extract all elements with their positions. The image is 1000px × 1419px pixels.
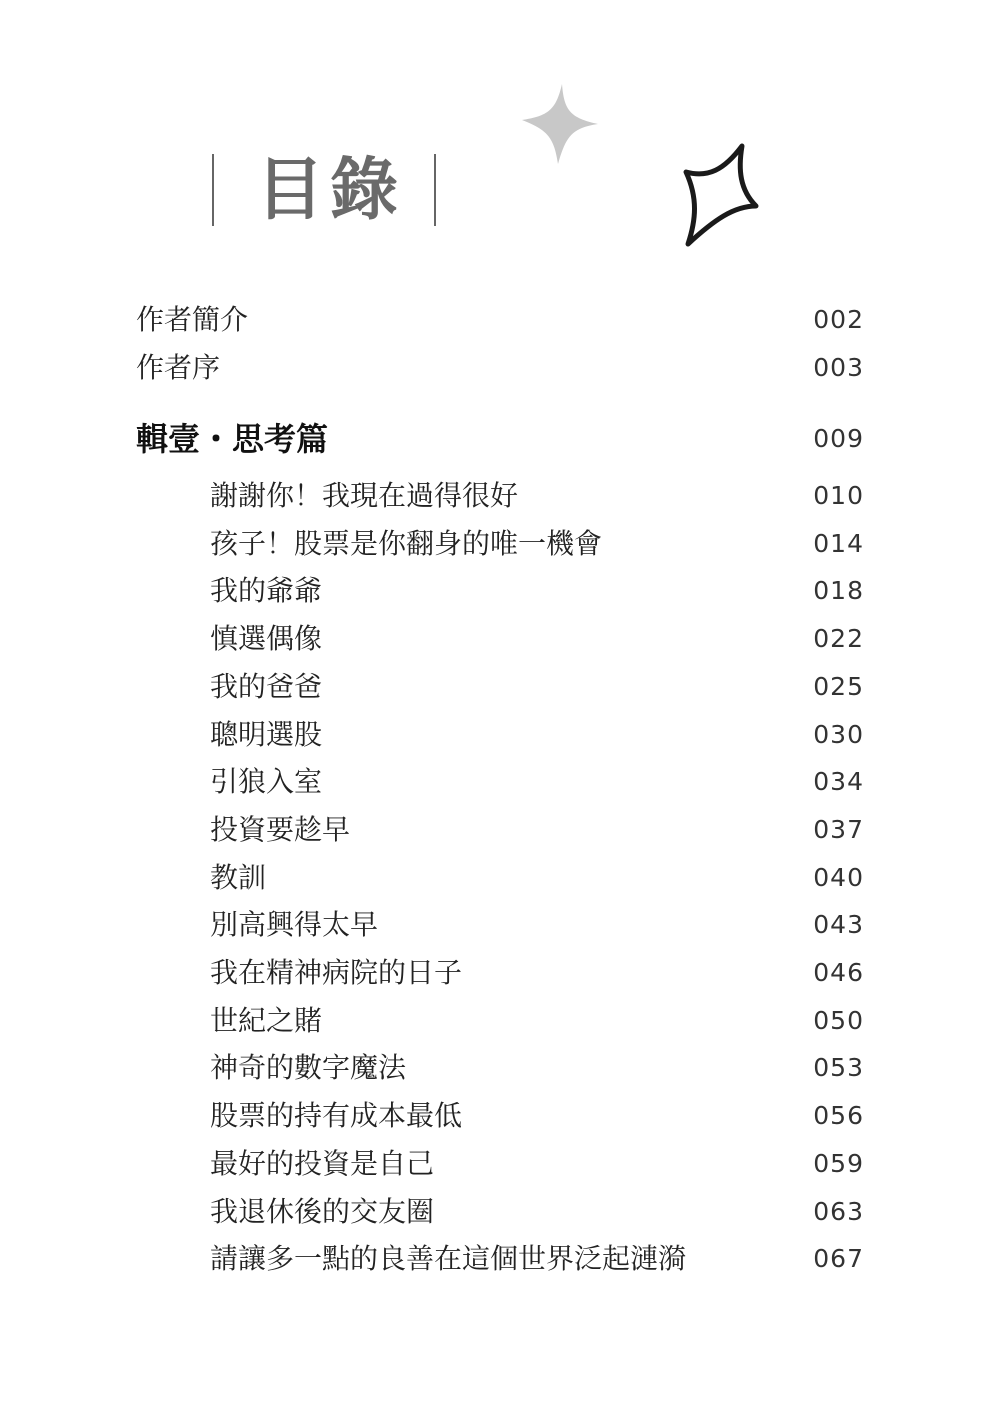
page-title: 目錄 [256, 150, 405, 230]
page-number: 025 [813, 671, 864, 701]
entry-title: 我的爺爺 [210, 574, 323, 608]
page-number: 059 [813, 1148, 864, 1178]
entry-title: 別高興得太早 [210, 908, 379, 942]
entry-title: 世紀之賭 [210, 1003, 323, 1037]
entry-title: 輯壹・思考篇 [136, 420, 329, 458]
entry-title: 神奇的數字魔法 [210, 1051, 407, 1085]
page-number: 014 [813, 528, 864, 558]
chapter-entry [0, 665, 1000, 709]
entry-title: 教訓 [210, 860, 267, 894]
entry-title: 聰明選股 [210, 717, 323, 751]
page-number: 067 [813, 1244, 864, 1274]
front-matter-entry [0, 346, 1000, 390]
entry-title: 引狼入室 [210, 765, 323, 799]
page-number: 003 [813, 353, 864, 382]
entry-title: 作者序 [136, 351, 221, 384]
chapter-entry [0, 999, 1000, 1043]
entry-title: 作者簡介 [136, 303, 249, 336]
page-number: 002 [813, 305, 864, 334]
chapter-entry [0, 569, 1000, 613]
entry-title: 股票的持有成本最低 [210, 1099, 463, 1133]
section-heading [0, 417, 1000, 461]
entry-title: 我在精神病院的日子 [210, 956, 463, 989]
chapter-entry [0, 1142, 1000, 1186]
chapter-entry [0, 1094, 1000, 1138]
entry-title: 我退休後的交友圈 [210, 1194, 435, 1228]
page-number: 053 [813, 1053, 864, 1083]
page-number: 043 [813, 910, 864, 940]
chapter-entry [0, 856, 1000, 900]
chapter-entry [0, 1046, 1000, 1090]
chapter-entry [0, 617, 1000, 661]
page-number: 018 [813, 576, 864, 606]
page-number: 040 [813, 862, 864, 892]
page-number: 030 [813, 719, 864, 749]
entry-title: 謝謝你！我現在過得很好 [210, 479, 519, 512]
entry-title: 請讓多一點的良善在這個世界泛起漣漪 [210, 1242, 687, 1276]
chapter-entry [0, 522, 1000, 566]
page-number: 034 [813, 767, 864, 797]
entry-title: 孩子！股票是你翻身的唯一機會 [210, 526, 603, 560]
page-number: 050 [813, 1005, 864, 1035]
chapter-entry [0, 1190, 1000, 1234]
page-number: 063 [813, 1196, 864, 1226]
page-number: 022 [813, 624, 864, 654]
entry-title: 投資要趁早 [210, 812, 351, 846]
page-number: 037 [813, 814, 864, 844]
page-number: 009 [813, 424, 864, 453]
chapter-entry [0, 903, 1000, 947]
page-number: 046 [813, 958, 864, 987]
entry-title: 我的爸爸 [210, 669, 323, 703]
chapter-entry [0, 808, 1000, 852]
page-number: 010 [813, 481, 864, 510]
chapter-entry [0, 474, 1000, 518]
chapter-entry [0, 1237, 1000, 1281]
entry-title: 慎選偶像 [210, 622, 323, 656]
chapter-entry [0, 713, 1000, 757]
chapter-entry [0, 760, 1000, 804]
front-matter-entry [0, 298, 1000, 342]
entry-title: 最好的投資是自己 [210, 1146, 435, 1180]
page-number: 056 [813, 1101, 864, 1131]
chapter-entry [0, 951, 1000, 995]
